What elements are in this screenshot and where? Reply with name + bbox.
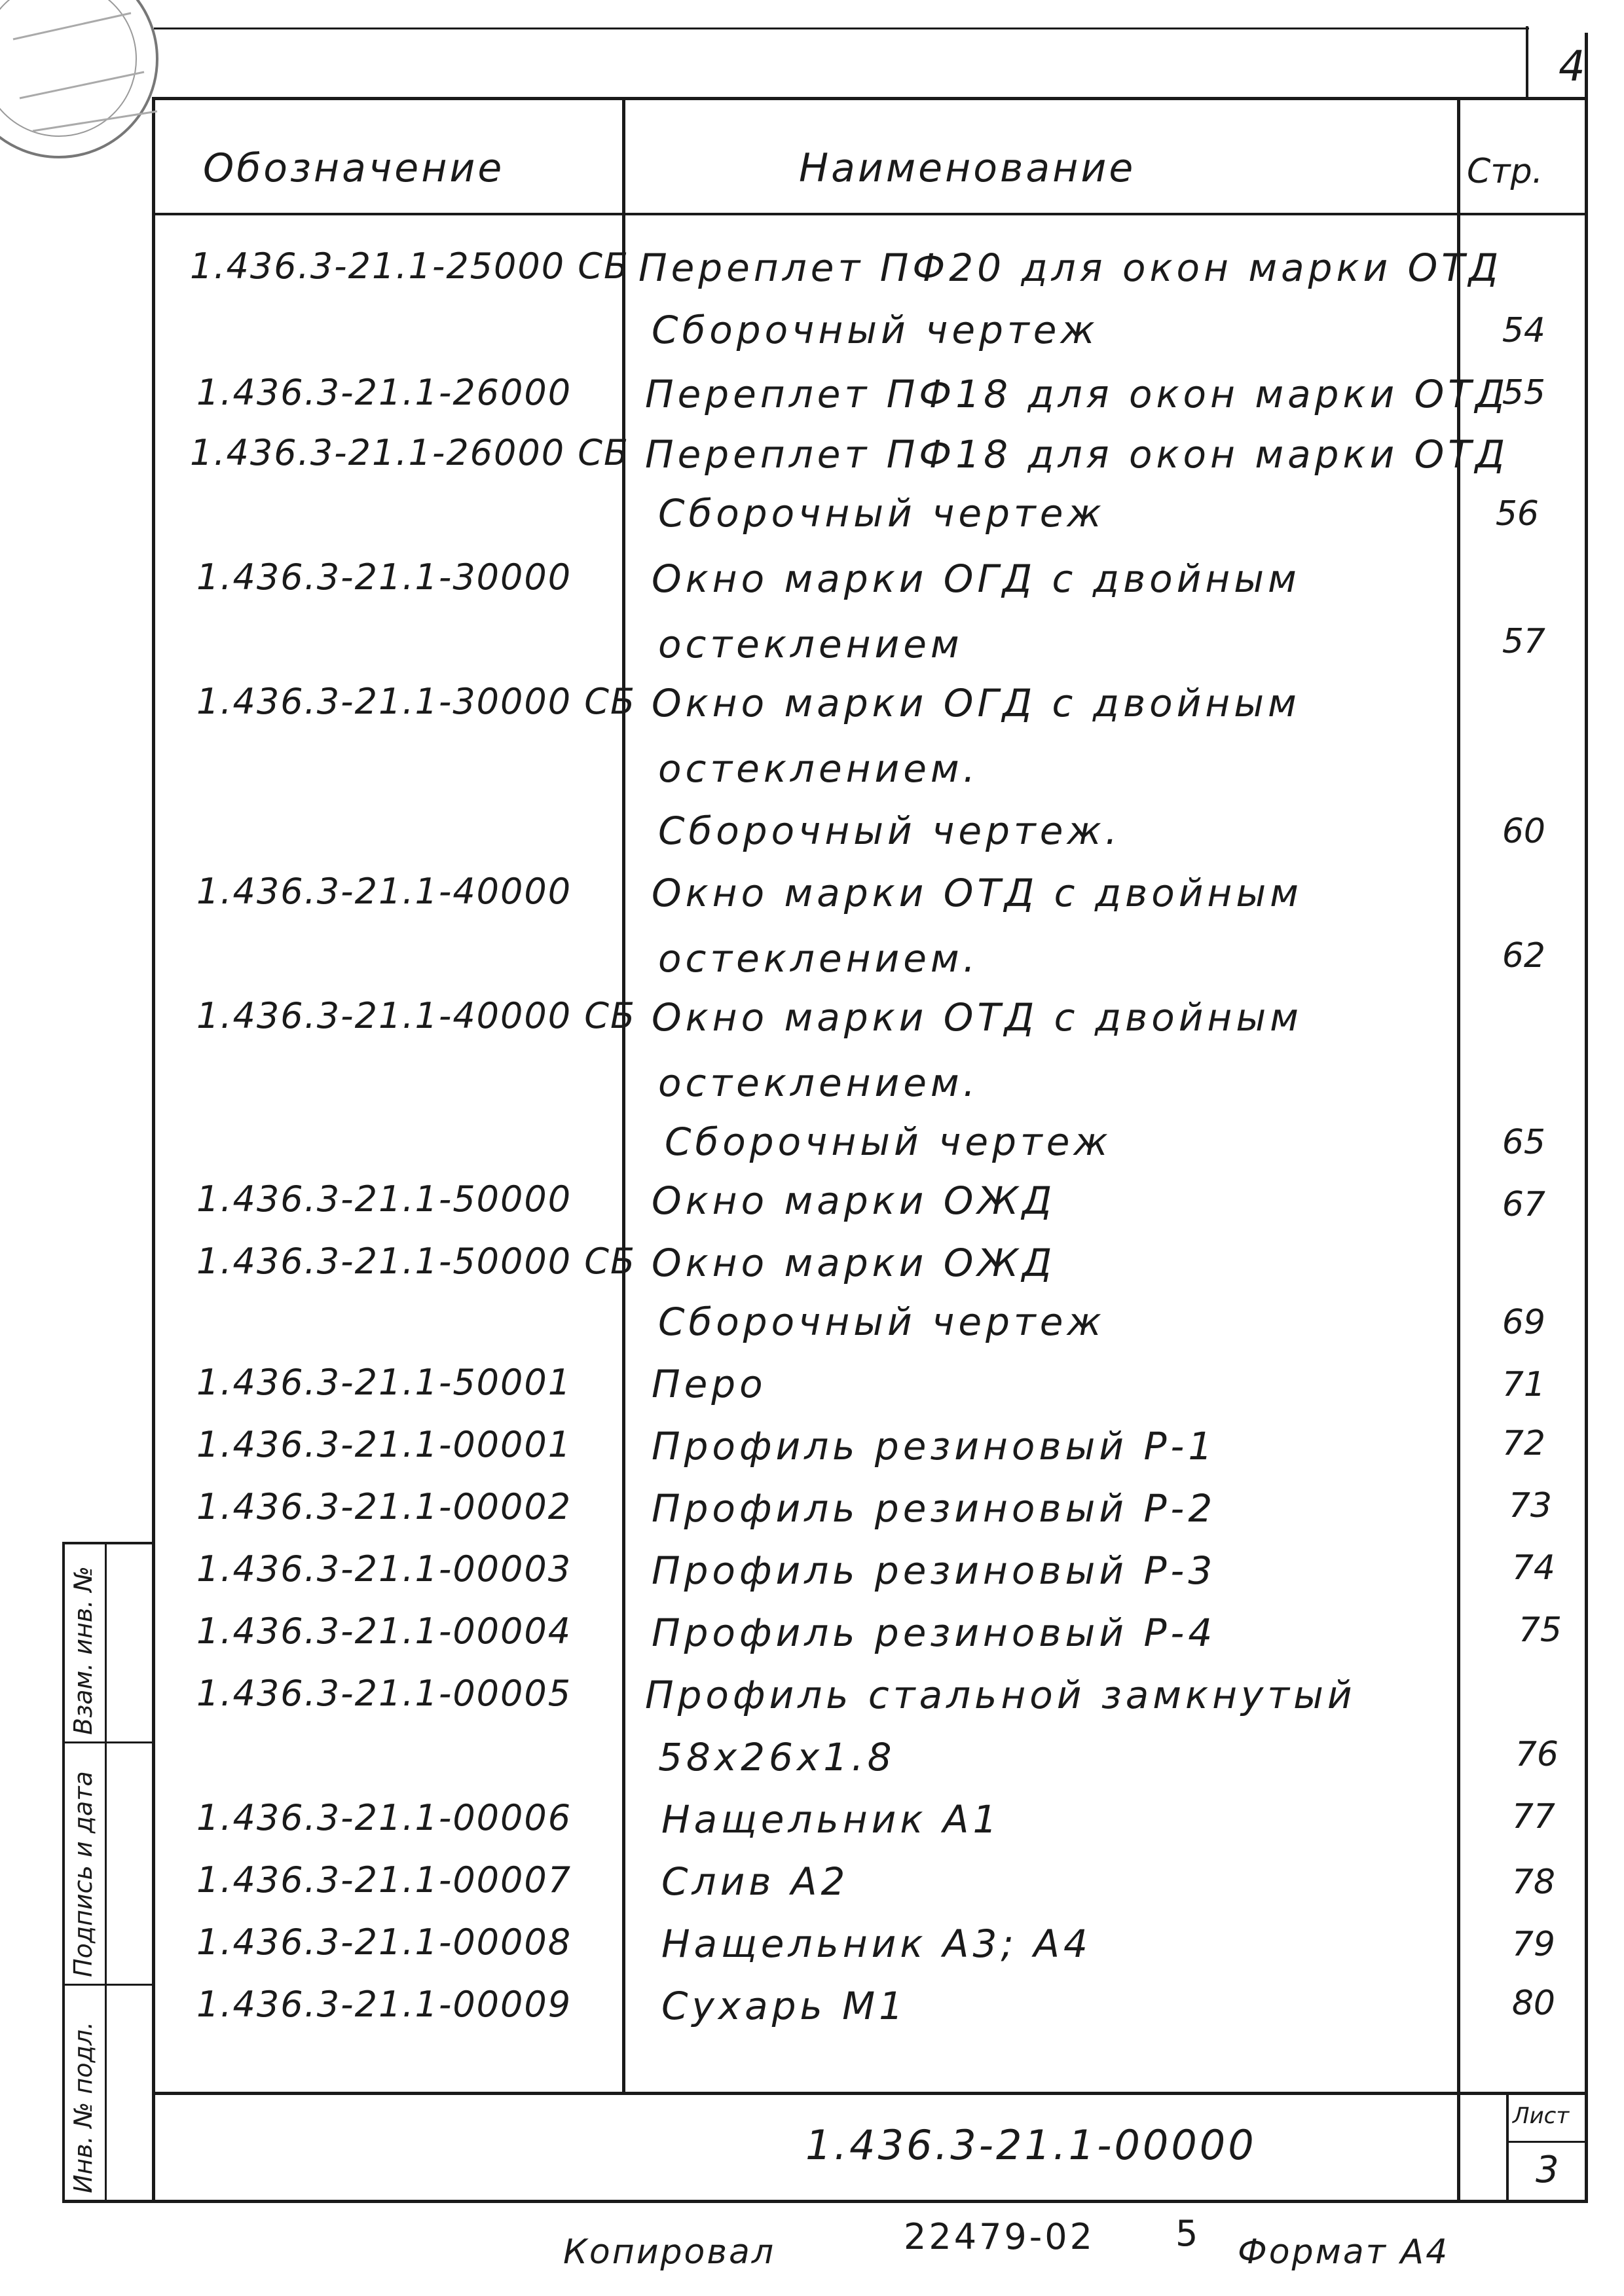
row-page: 69 bbox=[1502, 1303, 1545, 1342]
top-border bbox=[154, 97, 1588, 100]
document-code: 1.436.3-21.1-00000 bbox=[805, 2121, 1257, 2169]
row-page: 56 bbox=[1495, 494, 1539, 534]
row-code: 1.436.3-21.1-40000 bbox=[196, 871, 572, 912]
approval-stamp bbox=[0, 0, 177, 164]
top-sheet-number: 4 bbox=[1559, 43, 1585, 91]
row-name-line: Окно марки ОГД с двойным bbox=[652, 556, 1301, 601]
row-name-line: Переплет ПФ18 для окон марки ОТД bbox=[645, 372, 1509, 416]
sheet-box-left bbox=[1526, 26, 1528, 100]
row-page: 80 bbox=[1511, 1984, 1555, 2023]
row-name-line: остеклением. bbox=[658, 936, 980, 981]
row-code: 1.436.3-21.1-50001 bbox=[196, 1362, 572, 1403]
row-page: 74 bbox=[1511, 1548, 1555, 1588]
row-name-line: Сборочный чертеж bbox=[658, 1300, 1105, 1344]
row-page: 55 bbox=[1502, 373, 1545, 412]
row-code: 1.436.3-21.1-00003 bbox=[196, 1548, 572, 1590]
side-strip-left bbox=[62, 1542, 65, 2202]
left-border bbox=[152, 97, 155, 2202]
row-code: 1.436.3-21.1-00007 bbox=[196, 1859, 572, 1901]
row-page: 77 bbox=[1511, 1797, 1555, 1836]
row-code: 1.436.3-21.1-50000 bbox=[196, 1178, 572, 1220]
row-code: 1.436.3-21.1-00004 bbox=[196, 1611, 572, 1652]
row-name-line: Окно марки ОТД с двойным bbox=[652, 995, 1302, 1040]
row-name-line: Нащельник А1 bbox=[661, 1797, 1001, 1842]
header-bottom-line bbox=[154, 213, 1588, 215]
row-name-line: Профиль резиновый Р-3 bbox=[652, 1548, 1217, 1593]
row-name-line: остеклением bbox=[658, 622, 963, 666]
header-name: Наименование bbox=[799, 145, 1136, 191]
row-code: 1.436.3-21.1-00001 bbox=[196, 1424, 572, 1465]
side-label-vzam-inv: Взам. инв. № bbox=[69, 1565, 98, 1735]
row-name-line: Окно марки ОЖД bbox=[652, 1178, 1056, 1223]
row-page: 54 bbox=[1502, 311, 1545, 350]
row-page: 57 bbox=[1502, 622, 1545, 661]
row-code: 1.436.3-21.1-30000 СБ bbox=[196, 681, 637, 722]
row-page: 71 bbox=[1502, 1365, 1545, 1404]
side-label-signature-date: Подпись и дата bbox=[69, 1771, 98, 1977]
row-name-line: Сборочный чертеж bbox=[652, 308, 1099, 352]
footer-order-page: 5 bbox=[1175, 2213, 1198, 2254]
row-page: 60 bbox=[1502, 812, 1545, 851]
row-code: 1.436.3-21.1-50000 СБ bbox=[196, 1241, 637, 1282]
row-page: 72 bbox=[1502, 1424, 1545, 1463]
outer-top-border bbox=[154, 27, 1529, 29]
row-code: 1.436.3-21.1-26000 bbox=[196, 372, 572, 413]
row-name-line: Нащельник А3; А4 bbox=[661, 1922, 1092, 1966]
sheet-cell-left bbox=[1506, 2095, 1509, 2201]
row-page: 62 bbox=[1502, 936, 1545, 975]
row-code: 1.436.3-21.1-40000 СБ bbox=[196, 995, 637, 1036]
row-name-line: Сборочный чертеж bbox=[658, 491, 1105, 536]
sheet-number: 3 bbox=[1536, 2149, 1559, 2191]
footer-format: Формат А4 bbox=[1238, 2232, 1450, 2272]
row-code: 1.436.3-21.1-00002 bbox=[196, 1486, 572, 1527]
row-page: 73 bbox=[1508, 1486, 1552, 1525]
right-border bbox=[1585, 33, 1588, 2202]
footer-copied: Копировал bbox=[563, 2232, 776, 2272]
row-code: 1.436.3-21.1-30000 bbox=[196, 556, 572, 598]
row-name-line: Окно марки ОГД с двойным bbox=[652, 681, 1301, 725]
header-designation: Обозначение bbox=[203, 145, 505, 191]
row-code: 1.436.3-21.1-00008 bbox=[196, 1922, 572, 1963]
row-name-line: Профиль резиновый Р-4 bbox=[652, 1611, 1217, 1655]
row-name-line: Сухарь М1 bbox=[661, 1984, 908, 2028]
row-name-line: Профиль стальной замкнутый bbox=[645, 1673, 1356, 1717]
row-name-line: Слив А2 bbox=[661, 1859, 849, 1904]
header-page: Стр. bbox=[1467, 152, 1543, 191]
row-code: 1.436.3-21.1-00009 bbox=[196, 1984, 572, 2025]
sheet-label: Лист bbox=[1513, 2103, 1570, 2129]
row-name-line: остеклением. bbox=[658, 746, 980, 791]
row-name-line: 58x26x1.8 bbox=[658, 1735, 896, 1779]
row-name-line: Окно марки ОТД с двойным bbox=[652, 871, 1302, 915]
row-name-line: остеклением. bbox=[658, 1061, 980, 1105]
side-strip-div-1 bbox=[62, 1741, 154, 1743]
row-name-line: Профиль резиновый Р-2 bbox=[652, 1486, 1217, 1531]
row-code: 1.436.3-21.1-25000 СБ bbox=[190, 246, 630, 287]
row-page: 67 bbox=[1502, 1185, 1545, 1224]
row-page: 65 bbox=[1502, 1123, 1545, 1162]
side-label-inv-podl: Инв. № подл. bbox=[69, 2021, 98, 2193]
row-name-line: Переплет ПФ18 для окон марки ОТД bbox=[645, 432, 1509, 477]
side-strip-top bbox=[62, 1542, 154, 1544]
row-name-line: Перо bbox=[652, 1362, 767, 1406]
row-page: 76 bbox=[1515, 1735, 1559, 1774]
row-name-line: Сборочный чертеж bbox=[665, 1120, 1112, 1164]
title-block-top bbox=[154, 2092, 1588, 2095]
row-name-line: Сборочный чертеж. bbox=[658, 809, 1122, 853]
row-page: 79 bbox=[1511, 1925, 1555, 1964]
side-strip-div-2 bbox=[62, 1984, 154, 1986]
row-page: 75 bbox=[1518, 1611, 1562, 1650]
sheet-cell-line bbox=[1506, 2141, 1588, 2143]
bottom-border bbox=[62, 2200, 1588, 2203]
row-code: 1.436.3-21.1-00006 bbox=[196, 1797, 572, 1838]
row-page: 78 bbox=[1511, 1863, 1555, 1902]
row-code: 1.436.3-21.1-00005 bbox=[196, 1673, 572, 1714]
footer-order-number: 22479-02 bbox=[904, 2216, 1095, 2257]
side-strip-mid bbox=[105, 1542, 107, 2202]
row-name-line: Окно марки ОЖД bbox=[652, 1241, 1056, 1285]
col-divider-1 bbox=[622, 98, 625, 2095]
row-name-line: Переплет ПФ20 для окон марки ОТД bbox=[638, 246, 1503, 290]
row-name-line: Профиль резиновый Р-1 bbox=[652, 1424, 1217, 1468]
row-code: 1.436.3-21.1-26000 СБ bbox=[190, 432, 630, 473]
